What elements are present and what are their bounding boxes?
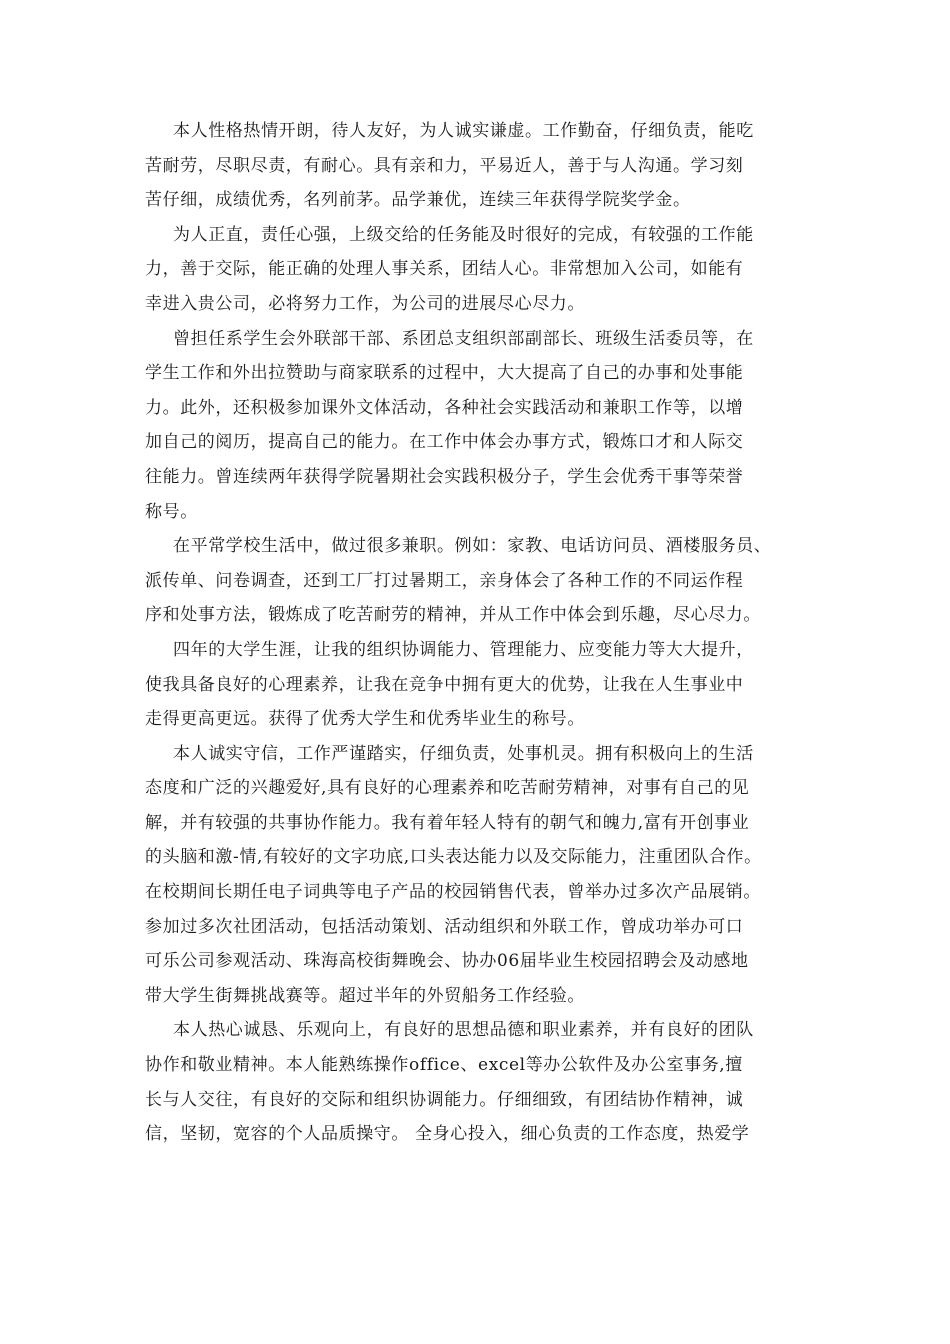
text-line: 的头脑和激-情,有较好的文字功底,口头表达能力以及交际能力，注重团队合作。 bbox=[145, 847, 762, 868]
text-line: 长与人交往，有良好的交际和组织协调能力。仔细细致，有团结协作精神，诚 bbox=[145, 1089, 744, 1110]
text-line: 往能力。曾连续两年获得学院暑期社会实践积极分子，学生会优秀干事等荣誉 bbox=[145, 466, 744, 487]
text-line: 态度和广泛的兴趣爱好,具有良好的心理素养和吃苦耐劳精神，对事有自己的见 bbox=[145, 778, 750, 799]
text-line: 信，坚韧，宽容的个人品质操守。 全身心投入，细心负责的工作态度，热爱学 bbox=[145, 1124, 750, 1145]
paragraph-first-line: 曾担任系学生会外联部干部、系团总支组织部副部长、班级生活委员等，在 bbox=[173, 328, 754, 349]
text-line: 派传单、问卷调查，还到工厂打过暑期工，亲身体会了各种工作的不同运作程 bbox=[145, 570, 744, 591]
text-line: 协作和敬业精神。本人能熟练操作office、excel等办公软件及办公室事务,擅 bbox=[145, 1055, 743, 1076]
text-line: 称号。 bbox=[145, 501, 198, 522]
paragraph-first-line: 为人正直，责任心强，上级交给的任务能及时很好的完成，有较强的工作能 bbox=[173, 224, 754, 245]
paragraph-first-line: 本人热心诚恳、乐观向上，有良好的思想品德和职业素养，并有良好的团队 bbox=[173, 1020, 754, 1041]
text-line: 苦耐劳，尽职尽责，有耐心。具有亲和力，平易近人，善于与人沟通。学习刻 bbox=[145, 155, 744, 176]
text-line: 可乐公司参观活动、珠海高校街舞晚会、协办06届毕业生校园招聘会及动感地 bbox=[145, 951, 749, 972]
text-line: 使我具备良好的心理素养，让我在竞争中拥有更大的优势，让我在人生事业中 bbox=[145, 674, 744, 695]
text-line: 苦仔细，成绩优秀，名列前茅。品学兼优，连续三年获得学院奖学金。 bbox=[145, 190, 691, 211]
text-line: 解，并有较强的共事协作能力。我有着年轻人特有的朝气和魄力,富有开创事业 bbox=[145, 812, 750, 833]
text-line: 力，善于交际，能正确的处理人事关系，团结人心。非常想加入公司，如能有 bbox=[145, 259, 744, 280]
text-line: 力。此外，还积极参加课外文体活动，各种社会实践活动和兼职工作等，以增 bbox=[145, 397, 744, 418]
paragraph-first-line: 四年的大学生涯，让我的组织协调能力、管理能力、应变能力等大大提升， bbox=[173, 639, 754, 660]
text-line: 在校期间长期任电子词典等电子产品的校园销售代表，曾举办过多次产品展销。 bbox=[145, 882, 761, 903]
document-body bbox=[145, 114, 825, 1152]
text-line: 参加过多次社团活动，包括活动策划、活动组织和外联工作，曾成功举办可口 bbox=[145, 916, 744, 937]
paragraph-first-line: 本人诚实守信，工作严谨踏实，仔细负责，处事机灵。拥有积极向上的生活 bbox=[173, 743, 754, 764]
text-line: 序和处事方法，锻炼成了吃苦耐劳的精神，并从工作中体会到乐趣，尽心尽力。 bbox=[145, 605, 761, 626]
paragraph-first-line: 在平常学校生活中，做过很多兼职。例如：家教、电话访问员、酒楼服务员、 bbox=[173, 536, 772, 557]
text-line: 带大学生街舞挑战赛等。超过半年的外贸船务工作经验。 bbox=[145, 985, 585, 1006]
text-line: 走得更高更远。获得了优秀大学生和优秀毕业生的称号。 bbox=[145, 709, 585, 730]
paragraph-first-line: 本人性格热情开朗，待人友好，为人诚实谦虚。工作勤奋，仔细负责，能吃 bbox=[173, 121, 754, 141]
text-line: 幸进入贵公司，必将努力工作，为公司的进展尽心尽力。 bbox=[145, 293, 585, 314]
text-line: 加自己的阅历，提高自己的能力。在工作中体会办事方式，锻炼口才和人际交 bbox=[145, 432, 744, 453]
text-line: 学生工作和外出拉赞助与商家联系的过程中，大大提高了自己的办事和处事能 bbox=[145, 363, 744, 384]
